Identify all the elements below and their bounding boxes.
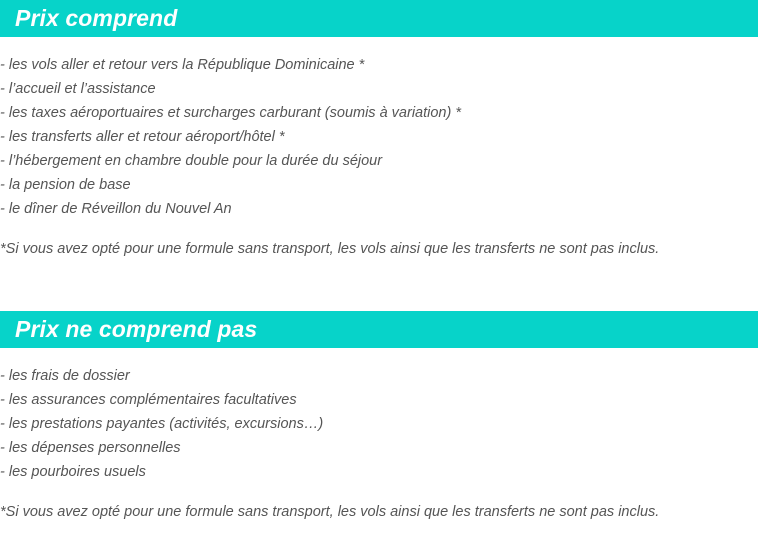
list-item: - les assurances complémentaires facultatives xyxy=(0,392,297,408)
list-item: - l’accueil et l’assistance xyxy=(0,81,156,97)
list-item: - le dîner de Réveillon du Nouvel An xyxy=(0,201,232,217)
list-item: - les vols aller et retour vers la République Dominicaine * xyxy=(0,57,365,73)
not-included-section xyxy=(0,311,758,524)
included-footnote: *Si vous avez opté pour une formule sans transport, les vols ainsi que les transferts ne sont pas inclus. xyxy=(0,241,660,257)
list-item: - les taxes aéroportuaires et surcharges carburant (soumis à variation) * xyxy=(0,105,461,121)
included-section xyxy=(0,0,758,261)
list-item: - les dépenses personnelles xyxy=(0,440,181,456)
list-item: - l’hébergement en chambre double pour la durée du séjour xyxy=(0,153,383,169)
not-included-list xyxy=(0,364,758,484)
included-section-title: Prix comprend xyxy=(0,0,758,37)
list-item: - les pourboires usuels xyxy=(0,464,146,480)
list-item: - la pension de base xyxy=(0,177,131,193)
included-list xyxy=(0,53,758,221)
not-included-footnote: *Si vous avez opté pour une formule sans transport, les vols ainsi que les transferts ne sont pas inclus. xyxy=(0,504,660,520)
list-item: - les transferts aller et retour aéroport/hôtel * xyxy=(0,129,285,145)
list-item: - les frais de dossier xyxy=(0,368,130,384)
list-item: - les prestations payantes (activités, excursions…) xyxy=(0,416,324,432)
not-included-section-title: Prix ne comprend pas xyxy=(0,311,758,348)
